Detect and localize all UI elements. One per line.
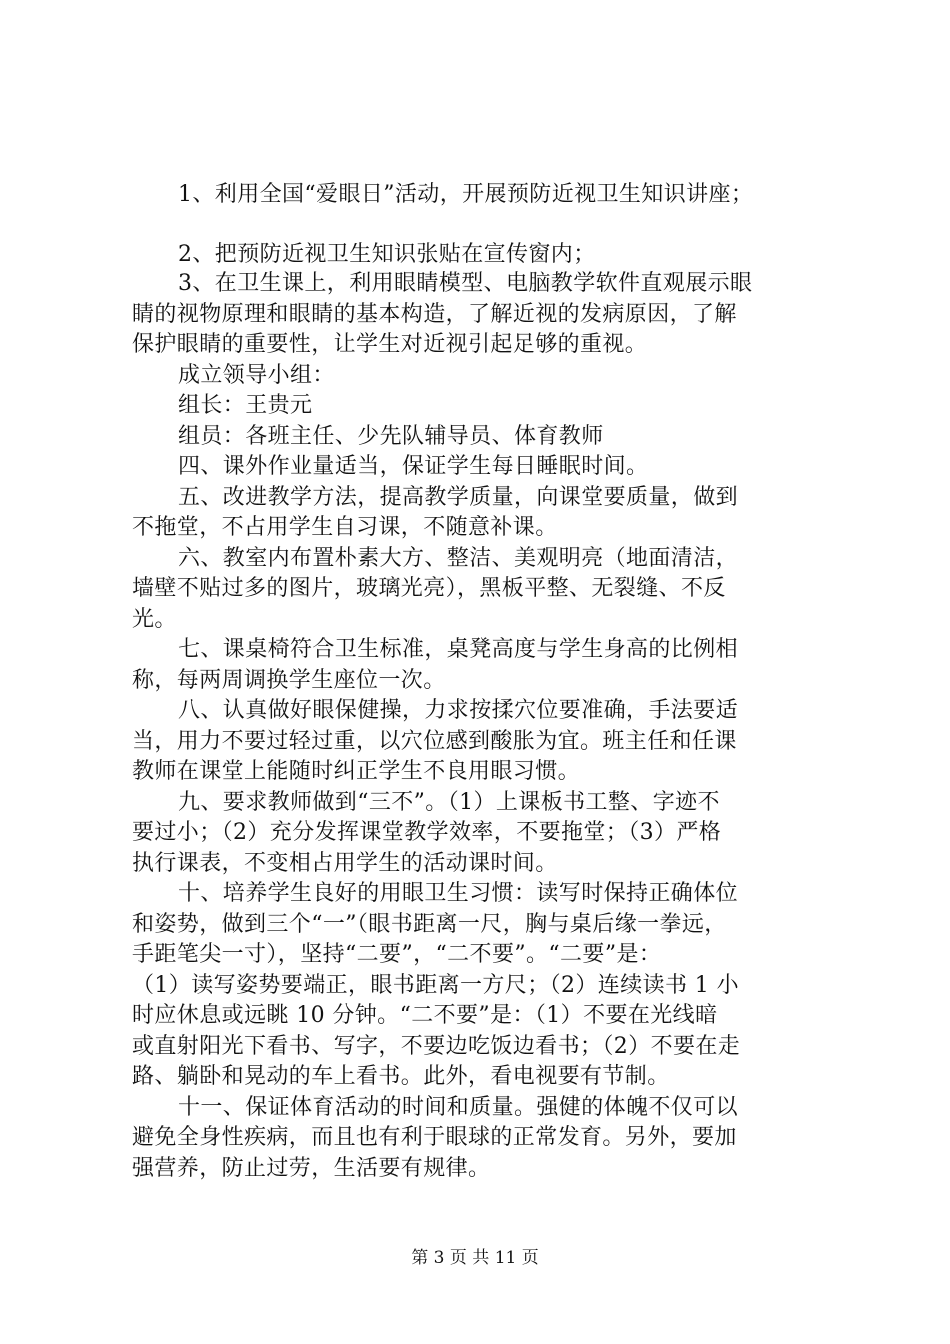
text-line: 强营养，防止过劳，生活要有规律。	[132, 1156, 491, 1181]
text-line: 避免全身性疾病，而且也有利于眼球的正常发育。另外，要加	[132, 1125, 737, 1150]
text-line: 3、在卫生课上，利用眼睛模型、电脑教学软件直观展示眼	[178, 271, 753, 296]
text-line: 成立领导小组：	[178, 363, 335, 388]
text-line: 称，每两周调换学生座位一次。	[132, 668, 446, 693]
text-line: 十一、保证体育活动的时间和质量。强健的体魄不仅可以	[178, 1095, 739, 1120]
text-line: 九、要求教师做到“三不”。（1）上课板书工整、字迹不	[178, 790, 720, 815]
text-line: 或直射阳光下看书、写字，不要边吃饭边看书；（2）不要在走	[132, 1034, 741, 1059]
text-line: 手距笔尖一寸），坚持“二要”，“二不要”。“二要”是：	[132, 942, 662, 967]
text-line: 睛的视物原理和眼睛的基本构造，了解近视的发病原因，了解	[132, 302, 737, 327]
text-line: 要过小；（2）充分发挥课堂教学效率，不要拖堂；（3）严格	[132, 820, 722, 845]
text-line: 六、教室内布置朴素大方、整洁、美观明亮（地面清洁，	[178, 546, 739, 571]
text-line: （1）读写姿势要端正，眼书距离一方尺；（2）连续读书 1 小	[132, 973, 739, 998]
text-line: 路、躺卧和晃动的车上看书。此外，看电视要有节制。	[132, 1064, 670, 1089]
text-line: 四、课外作业量适当，保证学生每日睡眠时间。	[178, 454, 649, 479]
text-line: 保护眼睛的重要性，让学生对近视引起足够的重视。	[132, 332, 648, 357]
text-line: 2、把预防近视卫生知识张贴在宣传窗内；	[178, 242, 596, 267]
text-line: 七、课桌椅符合卫生标准，桌凳高度与学生身高的比例相	[178, 637, 739, 662]
text-line: 十、培养学生良好的用眼卫生习惯：读写时保持正确体位	[178, 881, 739, 906]
text-line: 墙壁不贴过多的图片，玻璃光亮），黑板平整、无裂缝、不反	[132, 576, 726, 601]
text-line: 当，用力不要过轻过重，以穴位感到酸胀为宜。班主任和任课	[132, 729, 737, 754]
text-line: 和姿势，做到三个“一”（眼书距离一尺，胸与桌后缘一拳远，	[132, 912, 727, 937]
text-line: 八、认真做好眼保健操，力求按揉穴位要准确，手法要适	[178, 698, 739, 723]
text-line: 组员：各班主任、少先队辅导员、体育教师	[178, 424, 604, 449]
text-line: 组长：王贵元	[178, 393, 313, 418]
text-line: 五、改进教学方法，提高教学质量，向课堂要质量，做到	[178, 485, 739, 510]
text-line: 光。	[132, 607, 177, 632]
text-line: 时应休息或远眺 10 分钟。“二不要”是：（1）不要在光线暗	[132, 1003, 718, 1028]
text-line: 执行课表，不变相占用学生的活动课时间。	[132, 851, 558, 876]
text-line: 教师在课堂上能随时纠正学生不良用眼习惯。	[132, 759, 581, 784]
page-footer: 第 3 页 共 11 页	[411, 1248, 539, 1268]
text-line: 不拖堂，不占用学生自习课，不随意补课。	[132, 515, 558, 540]
text-line: 1、利用全国“爱眼日”活动，开展预防近视卫生知识讲座；	[178, 182, 754, 207]
